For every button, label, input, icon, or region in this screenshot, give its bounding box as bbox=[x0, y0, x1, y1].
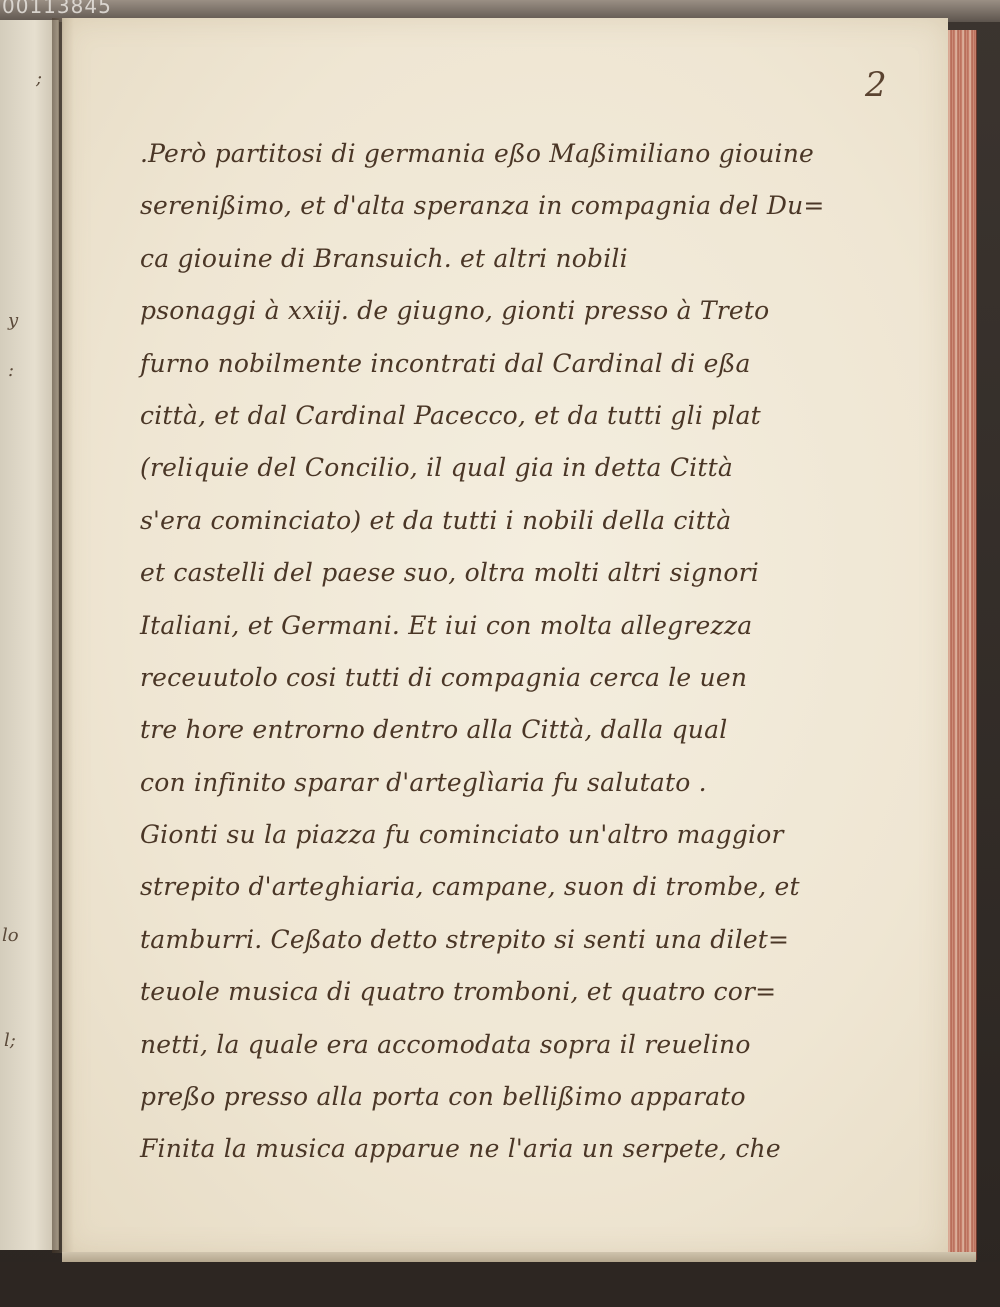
scan-footer-background bbox=[0, 1262, 1000, 1307]
text-line: con infinito sparar d'arteglìaria fu salutato . bbox=[140, 767, 707, 797]
handwritten-text-block bbox=[140, 128, 840, 1176]
text-line: preßo presso alla porta con bellißimo apparato bbox=[140, 1082, 746, 1112]
text-line: psonaggi à xxiij. de giugno, gionti presso à Treto bbox=[140, 296, 770, 326]
facing-page-mark: : bbox=[8, 360, 15, 381]
text-line: teuole musica di quatro tromboni, et quatro cor= bbox=[140, 977, 777, 1007]
text-line: strepito d'arteghiaria, campane, suon di trombe, et bbox=[140, 872, 800, 902]
text-line: furno nobilmente incontrati dal Cardinal di eßa bbox=[140, 348, 751, 378]
text-line: netti, la quale era accomodata sopra il reuelino bbox=[140, 1029, 751, 1059]
facing-page-mark: l; bbox=[4, 1030, 16, 1051]
text-line: Italiani, et Germani. Et iui con molta allegrezza bbox=[140, 610, 753, 640]
page-number: 2 bbox=[865, 65, 887, 105]
scan-identifier: 00113845 bbox=[2, 0, 112, 18]
facing-page-mark: y bbox=[8, 310, 19, 331]
text-line: (reliquie del Concilio, il qual gia in detta Città bbox=[140, 453, 733, 483]
text-line: ca giouine di Bransuich. et altri nobili bbox=[140, 243, 628, 273]
facing-page-mark: ; bbox=[36, 68, 43, 89]
text-line: città, et dal Cardinal Pacecco, et da tutti gli plat bbox=[140, 400, 761, 430]
text-line: Finita la musica apparue ne l'aria un serpete, che bbox=[140, 1134, 781, 1164]
text-line: Gionti su la piazza fu cominciato un'altro maggior bbox=[140, 820, 784, 850]
text-line: tamburri. Ceßato detto strepito si senti una dilet= bbox=[140, 924, 790, 954]
text-line: s'era cominciato) et da tutti i nobili della città bbox=[140, 505, 732, 535]
text-line: serenißimo, et d'alta speranza in compagnia del Du= bbox=[140, 191, 825, 221]
text-line: tre hore entrorno dentro alla Città, dalla qual bbox=[140, 715, 728, 745]
text-line: et castelli del paese suo, oltra molti altri signori bbox=[140, 558, 759, 588]
facing-page-mark: lo bbox=[2, 925, 19, 946]
page-stack-edges bbox=[946, 30, 977, 1260]
text-line: receuutolo cosi tutti di compagnia cerca le uen bbox=[140, 662, 748, 692]
text-line: .Però partitosi di germania eßo Maßimiliano giouine bbox=[140, 139, 815, 168]
binding-gutter bbox=[52, 18, 74, 1253]
facing-page-edge bbox=[0, 20, 59, 1250]
